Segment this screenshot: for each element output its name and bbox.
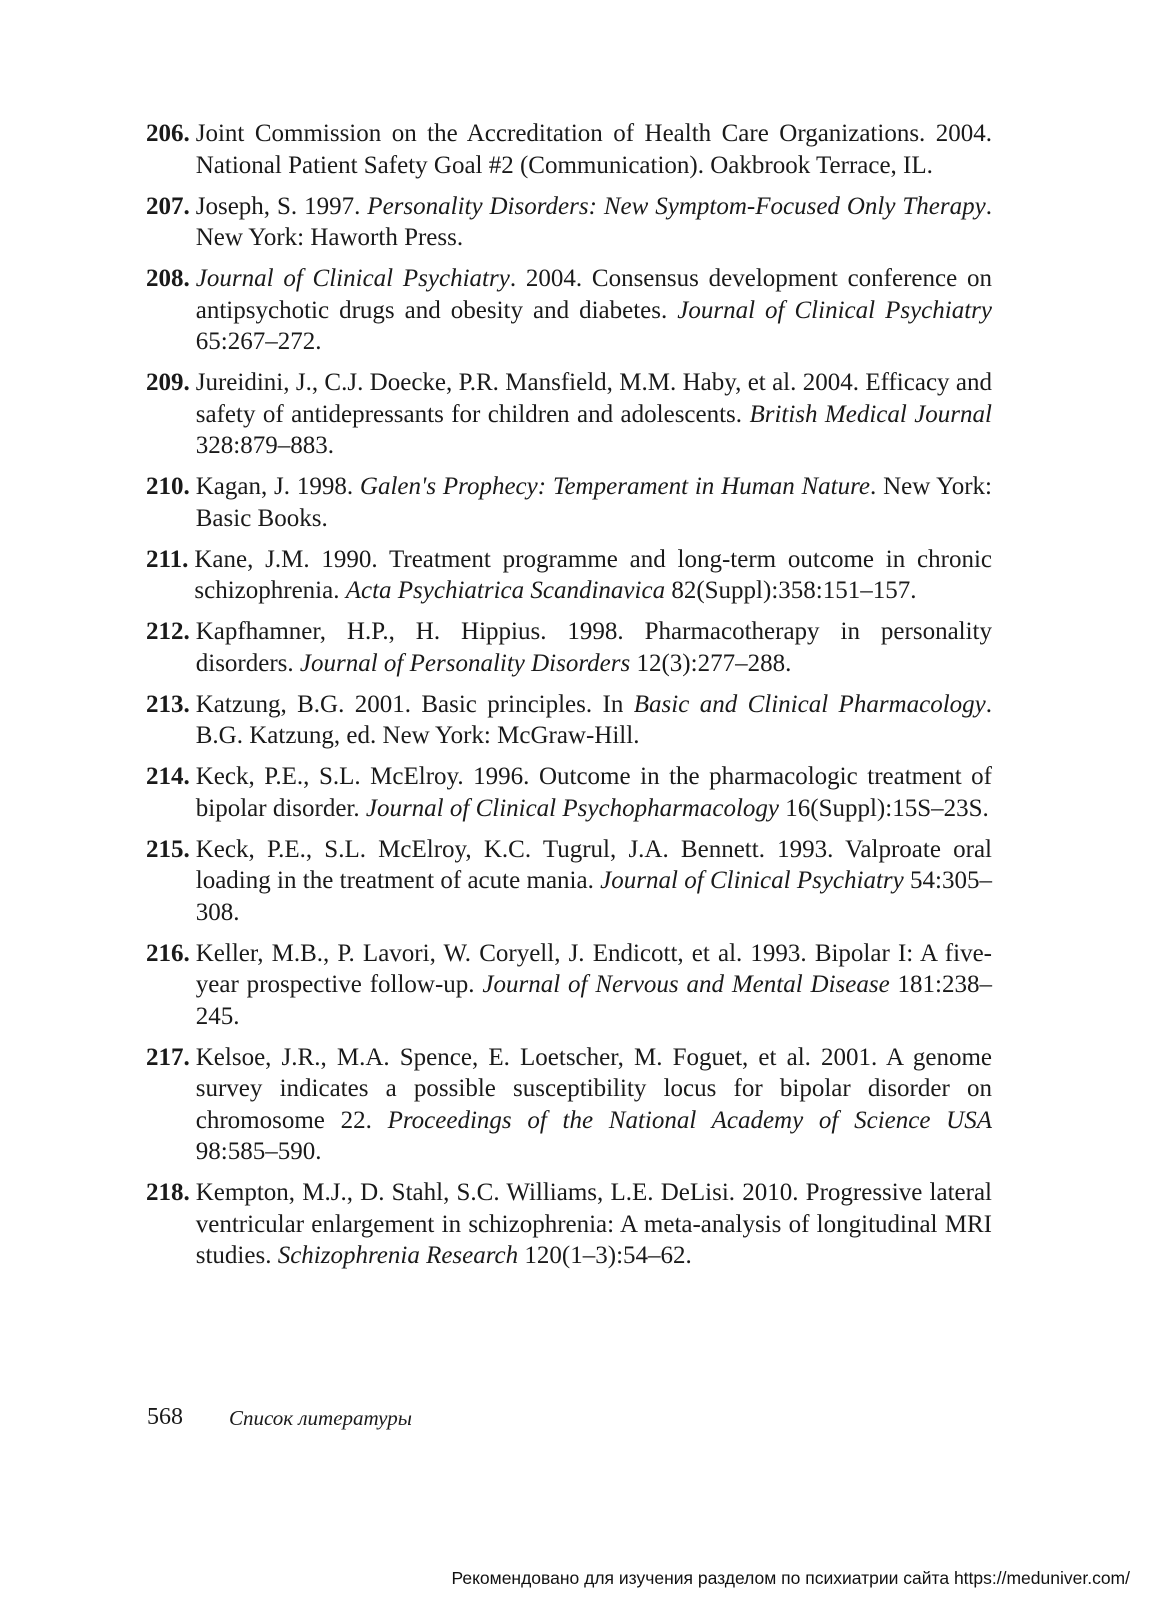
reference-text-segment: 328:879–883. — [195, 432, 334, 459]
reference-title-italic: Acta Psychiatrica Scandinavica — [345, 577, 666, 604]
reference-title-italic: Journal of Personality Disorders — [299, 649, 631, 677]
reference-number: 212. — [146, 618, 190, 645]
reference-entry — [146, 191, 992, 254]
reference-list — [146, 118, 992, 1281]
reference-title-italic: Proceedings of the National Academy of Science USA — [387, 1106, 992, 1134]
reference-text-segment: Joseph, S. 1997. — [195, 192, 368, 220]
reference-entry — [146, 761, 992, 824]
reference-text-segment: 98:585–590. — [195, 1138, 322, 1165]
reference-text-segment: . 2004. Consensus development conference on antipsychotic drugs and obesity and diabetes. — [195, 265, 992, 324]
reference-entry — [146, 689, 992, 752]
reference-title-italic: Personality Disorders: New Symptom-Focused Only Therapy — [367, 192, 986, 220]
reference-number: 218. — [146, 1179, 190, 1206]
reference-text-segment: Joint Commission on the Accreditation of Health Care Organizations. 2004. National Patient Safety Goal #2 (Communication). Oakbrook Terrace, IL. — [195, 120, 992, 179]
reference-number: 207. — [146, 192, 190, 220]
reference-text-segment: 12(3):277–288. — [630, 649, 792, 677]
reference-text — [196, 263, 992, 358]
running-footer-title: Список литературы — [229, 1406, 412, 1430]
page-number: 568 — [147, 1404, 183, 1430]
reference-text — [196, 1177, 992, 1272]
reference-entry — [146, 263, 992, 358]
reference-number: 213. — [146, 690, 190, 718]
reference-title-italic: Schizophrenia Research — [277, 1242, 519, 1269]
reference-entry — [146, 544, 992, 607]
reference-text-segment: Kelsoe, J.R., M.A. Spence, E. Loetscher, M. Foguet, et al. 2001. A genome survey indicates a possible susceptibility locus for bipolar disorder on chromosome 22. — [195, 1043, 992, 1134]
reference-text-segment: Katzung, B.G. 2001. Basic principles. In — [195, 690, 634, 718]
reference-entry — [146, 616, 992, 679]
reference-number: 215. — [146, 835, 190, 863]
reference-text-segment: Kapfhamner, H.P., H. Hippius. 1998. Pharmacotherapy in personality disorders. — [195, 618, 992, 677]
reference-entry — [146, 118, 992, 181]
reference-number: 209. — [146, 369, 190, 396]
reference-title-italic: Journal of Clinical Psychiatry — [677, 296, 992, 324]
reference-text-segment: . B.G. Katzung, ed. New York: McGraw-Hill. — [195, 690, 992, 749]
reference-title-italic: Galen's Prophecy: Temperament in Human Nature — [359, 473, 871, 500]
reference-text — [196, 367, 992, 462]
reference-number: 214. — [146, 763, 190, 790]
reference-number: 216. — [146, 939, 190, 967]
reference-text-segment: Kempton, M.J., D. Stahl, S.C. Williams, L.E. DeLisi. 2010. Progressive lateral ventricular enlargement in schizophrenia: A meta-analysis of longitudinal MRI studies. — [195, 1179, 992, 1269]
reference-text — [196, 834, 992, 929]
reference-entry — [146, 834, 992, 929]
reference-title-italic: Journal of Clinical Psychiatry — [600, 867, 904, 894]
reference-text-segment: 120(1–3):54–62. — [518, 1242, 692, 1269]
reference-text-segment: 16(Suppl):15S–23S. — [779, 794, 989, 822]
reference-title-italic: Journal of Nervous and Mental Disease — [482, 971, 890, 998]
reference-text — [196, 938, 992, 1033]
reference-text-segment: 54:305–308. — [195, 867, 992, 926]
reference-title-italic: British Medical Journal — [749, 400, 992, 428]
reference-number: 211. — [146, 545, 189, 573]
reference-title-italic: Journal of Clinical Psychiatry — [195, 265, 510, 292]
reference-number: 210. — [146, 473, 190, 500]
reference-text-segment: Jureidini, J., C.J. Doecke, P.R. Mansfield, M.M. Haby, et al. 2004. Efficacy and safety of antidepressants for children and adolescents. — [195, 369, 992, 428]
site-watermark: Рекомендовано для изучения разделом по психиатрии сайта https://meduniver.com/ — [451, 1568, 1130, 1588]
reference-text-segment: . New York: Haworth Press. — [195, 192, 992, 251]
reference-text — [196, 689, 992, 752]
reference-text — [196, 1042, 992, 1168]
reference-text-segment: 65:267–272. — [195, 328, 322, 355]
reference-text-segment: Keller, M.B., P. Lavori, W. Coryell, J. Endicott, et al. 1993. Bipolar I: A five-year prospective follow-up. — [195, 939, 992, 998]
reference-entry — [146, 471, 992, 534]
reference-text — [196, 191, 992, 254]
reference-text-segment: 82(Suppl):358:151–157. — [665, 577, 917, 604]
reference-text — [196, 118, 992, 181]
reference-entry — [146, 1042, 992, 1168]
reference-text-segment: . New York: Basic Books. — [195, 473, 992, 532]
reference-entry — [146, 367, 992, 462]
reference-text — [196, 471, 992, 534]
reference-text-segment: Keck, P.E., S.L. McElroy, K.C. Tugrul, J.A. Bennett. 1993. Valproate oral loading in the treatment of acute mania. — [195, 835, 992, 894]
reference-number: 206. — [146, 120, 190, 147]
reference-number: 208. — [146, 265, 190, 292]
reference-text — [196, 761, 992, 824]
reference-title-italic: Basic and Clinical Pharmacology — [633, 690, 986, 718]
reference-entry — [146, 1177, 992, 1272]
reference-text-segment: Keck, P.E., S.L. McElroy. 1996. Outcome in the pharmacologic treatment of bipolar disorder. — [195, 763, 992, 822]
reference-text — [196, 616, 992, 679]
reference-text-segment: 181:238–245. — [195, 971, 992, 1030]
reference-text — [194, 544, 992, 607]
reference-number: 217. — [146, 1043, 190, 1071]
reference-title-italic: Journal of Clinical Psychopharmacology — [365, 794, 779, 822]
reference-entry — [146, 938, 992, 1033]
reference-text-segment: Kane, J.M. 1990. Treatment programme and long-term outcome in chronic schizophrenia. — [194, 545, 992, 604]
reference-text-segment: Kagan, J. 1998. — [195, 473, 360, 500]
